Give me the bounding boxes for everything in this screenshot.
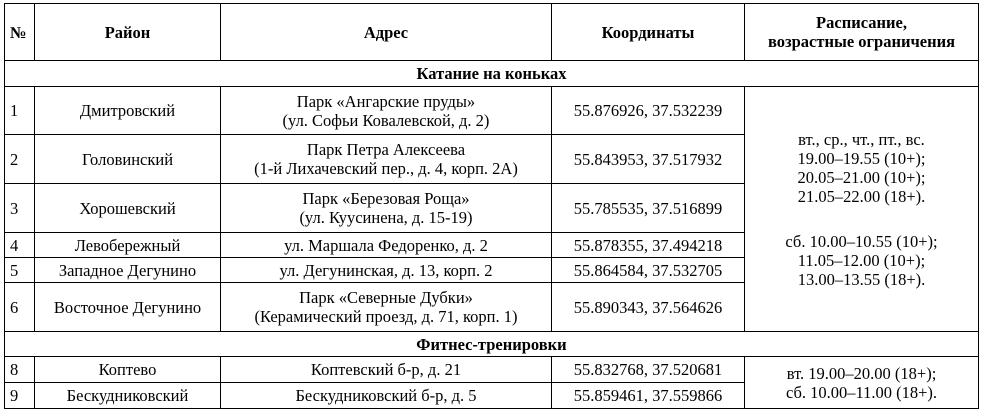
row-address-line1: Парк «Ангарские пруды» bbox=[296, 91, 476, 111]
row-address bbox=[221, 283, 552, 332]
schedule-line: вт., ср., чт., пт., вс. bbox=[798, 129, 925, 149]
schedule-table bbox=[4, 3, 979, 409]
schedule-spacer bbox=[749, 206, 974, 232]
row-num: 4 bbox=[5, 233, 35, 258]
row-address: Коптевский б-р, д. 21 bbox=[221, 357, 552, 383]
row-num: 3 bbox=[5, 184, 35, 233]
row-coords: 55.843953, 37.517932 bbox=[552, 135, 745, 184]
schedule-cell-fitness bbox=[745, 357, 979, 409]
schedule-line: 20.05–21.00 (10+); bbox=[797, 167, 926, 187]
row-num: 2 bbox=[5, 135, 35, 184]
table-row bbox=[5, 357, 979, 383]
row-num: 1 bbox=[5, 87, 35, 135]
row-address-line1: Парк «Березовая Роща» bbox=[302, 189, 470, 208]
header-row bbox=[5, 4, 979, 61]
row-num: 9 bbox=[5, 383, 35, 409]
section-row bbox=[5, 61, 979, 87]
row-coords: 55.878355, 37.494218 bbox=[552, 233, 745, 258]
row-address-line2: (ул. Софьи Ковалевской, д. 2) bbox=[282, 110, 490, 130]
row-coords: 55.832768, 37.520681 bbox=[552, 357, 745, 383]
schedule-line: сб. 10.00–10.55 (10+); bbox=[785, 231, 938, 251]
row-district: Левобережный bbox=[35, 233, 221, 258]
row-address-line1: Парк Петра Алексеева bbox=[306, 140, 466, 159]
row-district: Коптево bbox=[35, 357, 221, 383]
schedule-cell-skating bbox=[745, 87, 979, 332]
schedule-line: 21.05–22.00 (18+). bbox=[797, 186, 926, 206]
row-district: Хорошевский bbox=[35, 184, 221, 233]
row-coords: 55.785535, 37.516899 bbox=[552, 184, 745, 233]
header-address: Адрес bbox=[221, 4, 552, 61]
header-schedule-line1: Расписание, bbox=[816, 13, 907, 32]
header-num: № bbox=[5, 4, 35, 61]
row-coords: 55.876926, 37.532239 bbox=[552, 87, 745, 135]
section-title-skating: Катание на коньках bbox=[5, 61, 979, 87]
row-coords: 55.864584, 37.532705 bbox=[552, 258, 745, 283]
row-district: Бескудниковский bbox=[35, 383, 221, 409]
row-district: Дмитровский bbox=[35, 87, 221, 135]
row-coords: 55.890343, 37.564626 bbox=[552, 283, 745, 332]
schedule-line: вт. 19.00–20.00 (18+); bbox=[786, 363, 937, 383]
schedule-line: 11.05–12.00 (10+); bbox=[797, 250, 926, 270]
row-num: 8 bbox=[5, 357, 35, 383]
row-district: Западное Дегунино bbox=[35, 258, 221, 283]
section-title-fitness: Фитнес-тренировки bbox=[5, 332, 979, 357]
schedule-line: 13.00–13.55 (18+). bbox=[797, 269, 926, 289]
row-address-line2: (Керамический проезд, д. 71, корп. 1) bbox=[254, 307, 518, 326]
row-district: Восточное Дегунино bbox=[35, 283, 221, 332]
schedule-line: 19.00–19.55 (10+); bbox=[797, 148, 926, 168]
row-coords: 55.859461, 37.559866 bbox=[552, 383, 745, 409]
header-district: Район bbox=[35, 4, 221, 61]
header-schedule bbox=[745, 4, 979, 61]
row-address: ул. Маршала Федоренко, д. 2 bbox=[221, 233, 552, 258]
row-address-line2: (ул. Куусинена, д. 15-19) bbox=[299, 208, 473, 227]
row-address bbox=[221, 87, 552, 135]
row-address bbox=[221, 184, 552, 233]
row-num: 5 bbox=[5, 258, 35, 283]
section-row bbox=[5, 332, 979, 357]
table-row bbox=[5, 87, 979, 135]
row-address bbox=[221, 135, 552, 184]
row-address: Бескудниковский б-р, д. 5 bbox=[221, 383, 552, 409]
header-coords: Координаты bbox=[552, 4, 745, 61]
row-num: 6 bbox=[5, 283, 35, 332]
row-address-line2: (1-й Лихачевский пер., д. 4, корп. 2А) bbox=[254, 159, 518, 178]
row-address-line1: Парк «Северные Дубки» bbox=[299, 288, 473, 307]
schedule-line: сб. 10.00–11.00 (18+). bbox=[785, 382, 938, 402]
row-district: Головинский bbox=[35, 135, 221, 184]
header-schedule-line2: возрастные ограничения bbox=[767, 32, 956, 51]
row-address: ул. Дегунинская, д. 13, корп. 2 bbox=[221, 258, 552, 283]
